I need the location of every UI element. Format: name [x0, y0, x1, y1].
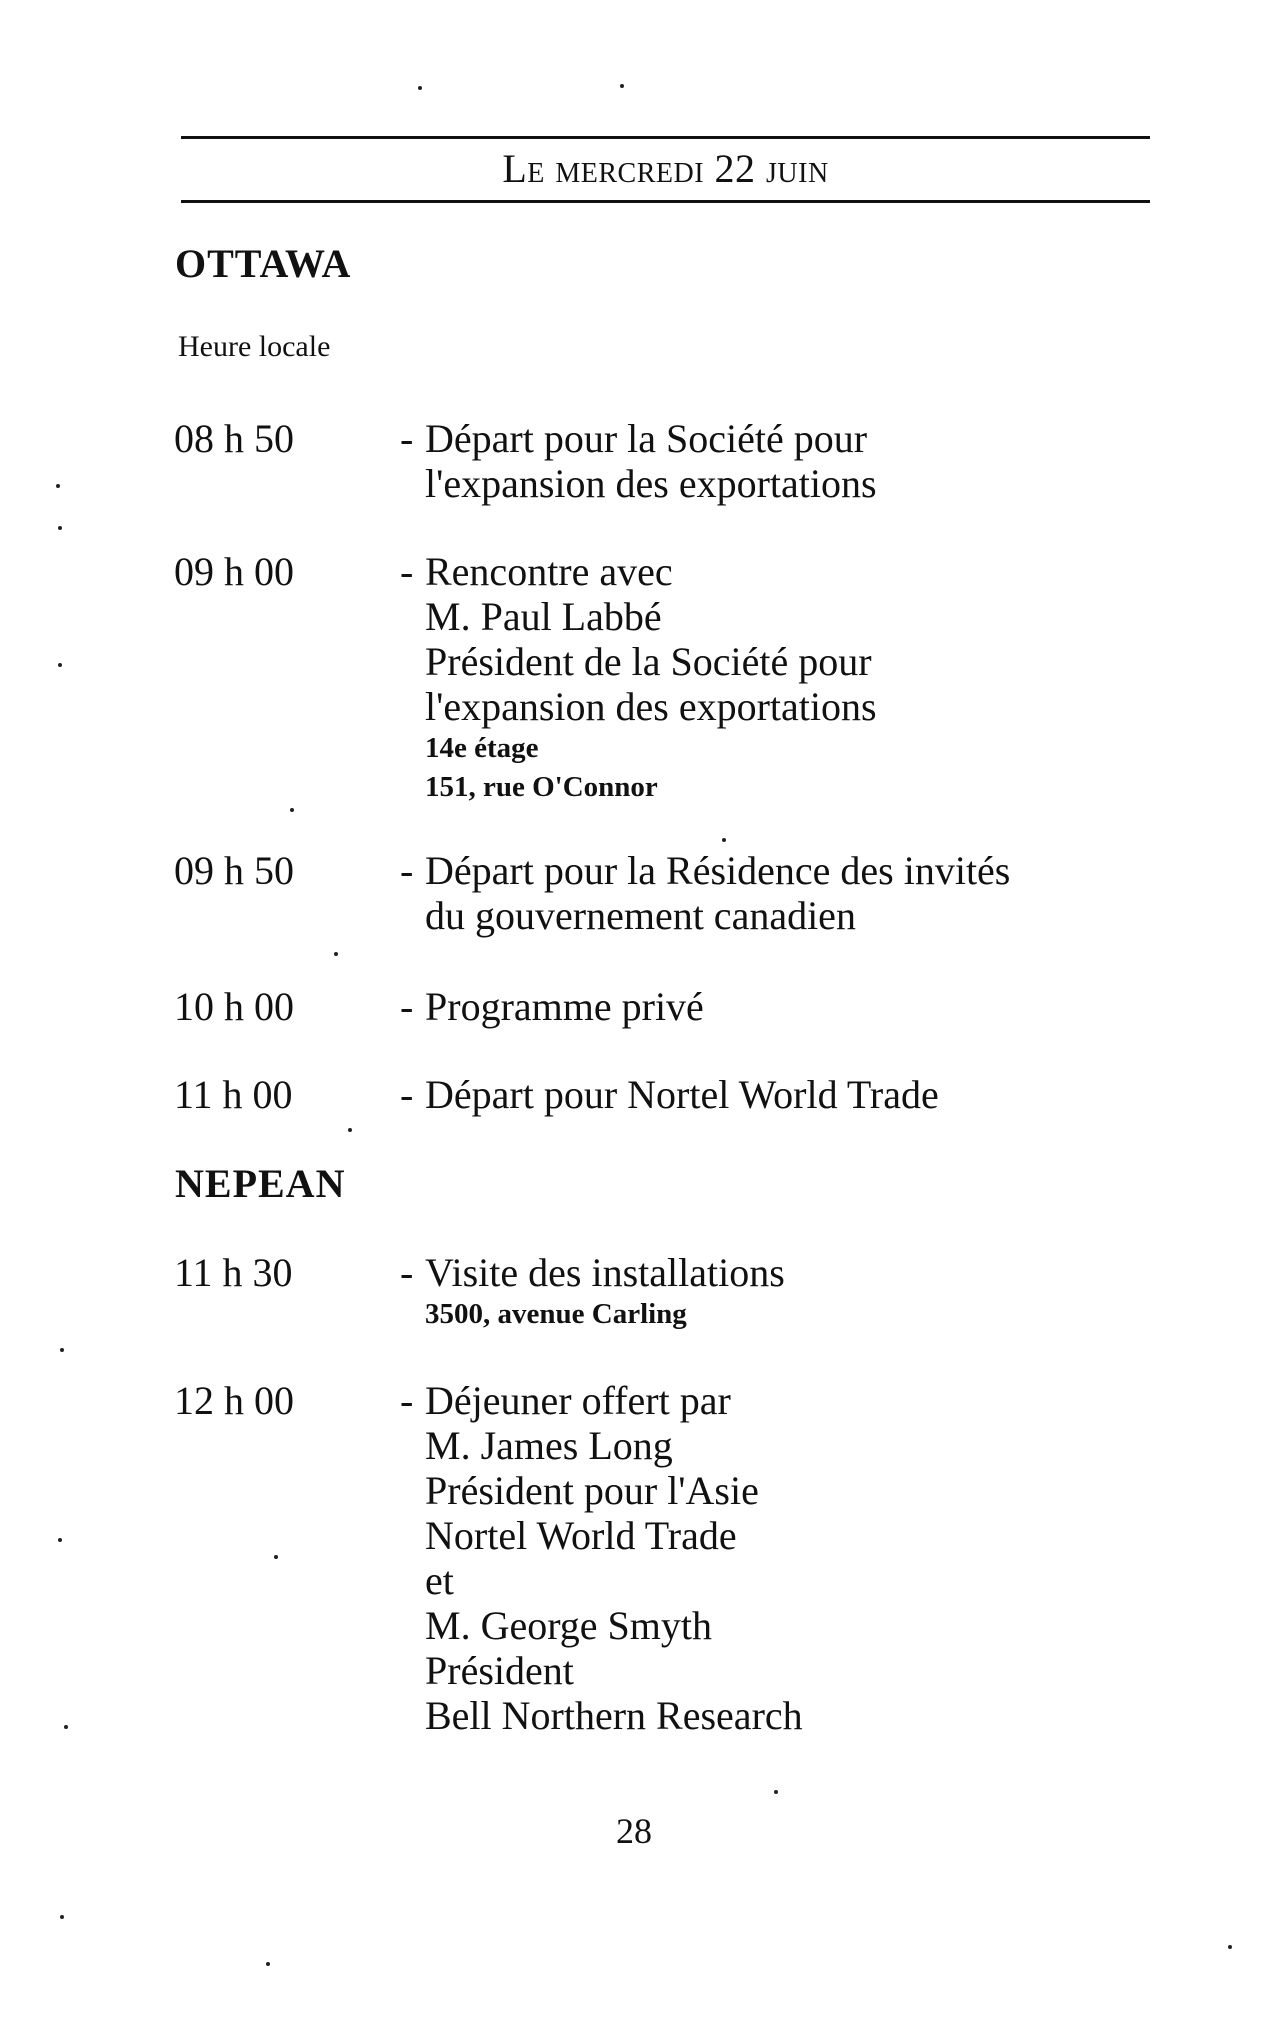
- schedule-entry: [400, 848, 1160, 938]
- entry-line: Déjeuner offert par: [425, 1378, 731, 1423]
- entry-line: et: [425, 1558, 454, 1603]
- scan-speck: [274, 1555, 278, 1559]
- entry-dash: -: [400, 549, 414, 594]
- city-heading-nepean: NEPEAN: [175, 1161, 346, 1206]
- scan-speck: [266, 1962, 270, 1966]
- entry-line: Rencontre avec: [425, 549, 673, 594]
- schedule-time: 10 h 00: [174, 984, 294, 1029]
- entry-line: Bell Northern Research: [425, 1693, 803, 1738]
- scan-speck: [64, 1725, 68, 1729]
- schedule-time: 11 h 30: [174, 1250, 293, 1295]
- schedule-entry: [400, 549, 1160, 807]
- entry-dash: -: [400, 416, 414, 461]
- city-heading-ottawa: OTTAWA: [175, 241, 352, 286]
- entry-line: M. James Long: [425, 1423, 673, 1468]
- entry-line: Président pour l'Asie: [425, 1468, 759, 1513]
- entry-address-line: 151, rue O'Connor: [425, 771, 658, 803]
- scan-speck: [722, 838, 726, 842]
- scan-speck: [1228, 1945, 1232, 1949]
- entry-line: Président: [425, 1648, 574, 1693]
- entry-dash: -: [400, 848, 414, 893]
- entry-address-line: 14e étage: [425, 732, 539, 764]
- schedule-entry: [400, 416, 1160, 506]
- entry-line: Nortel World Trade: [425, 1513, 737, 1558]
- scan-speck: [290, 808, 294, 812]
- header-top-rule: [181, 136, 1150, 139]
- entry-line: Départ pour la Société pour: [425, 416, 868, 461]
- scan-speck: [58, 526, 62, 530]
- local-time-label: Heure locale: [178, 330, 331, 363]
- scan-speck: [58, 1538, 62, 1542]
- schedule-entry: [400, 984, 1160, 1029]
- entry-line: du gouvernement canadien: [425, 893, 856, 938]
- entry-line: M. Paul Labbé: [425, 594, 662, 639]
- entry-line: Départ pour la Résidence des invités: [425, 848, 1011, 893]
- schedule-time: 09 h 50: [174, 848, 294, 893]
- entry-line: Départ pour Nortel World Trade: [425, 1072, 939, 1117]
- entry-line: Visite des installations: [425, 1250, 785, 1295]
- page-number: 28: [616, 1811, 652, 1851]
- schedule-time: 08 h 50: [174, 416, 294, 461]
- date-header: Le mercredi 22 juin: [502, 146, 829, 191]
- schedule-time: 11 h 00: [174, 1072, 293, 1117]
- scan-speck: [620, 84, 624, 88]
- schedule-time: 12 h 00: [174, 1378, 294, 1423]
- scan-speck: [348, 1128, 352, 1132]
- schedule-time: 09 h 00: [174, 549, 294, 594]
- entry-dash: -: [400, 1250, 414, 1295]
- scan-speck: [56, 484, 60, 488]
- entry-line: Président de la Société pour: [425, 639, 872, 684]
- header-bottom-rule: [181, 200, 1150, 203]
- entry-dash: -: [400, 1072, 414, 1117]
- scan-speck: [774, 1790, 778, 1794]
- entry-line: Programme privé: [425, 984, 704, 1029]
- schedule-entry: [400, 1250, 1160, 1334]
- scan-speck: [60, 1348, 64, 1352]
- schedule-entry: [400, 1072, 1160, 1117]
- scan-speck: [418, 86, 422, 90]
- entry-dash: -: [400, 1378, 414, 1423]
- entry-line: l'expansion des exportations: [425, 684, 877, 729]
- entry-line: l'expansion des exportations: [425, 461, 877, 506]
- scan-speck: [58, 663, 62, 667]
- entry-line: M. George Smyth: [425, 1603, 713, 1648]
- entry-dash: -: [400, 984, 414, 1029]
- schedule-entry: [400, 1378, 1160, 1738]
- scan-speck: [334, 952, 338, 956]
- entry-address-line: 3500, avenue Carling: [425, 1298, 687, 1330]
- scan-speck: [60, 1915, 64, 1919]
